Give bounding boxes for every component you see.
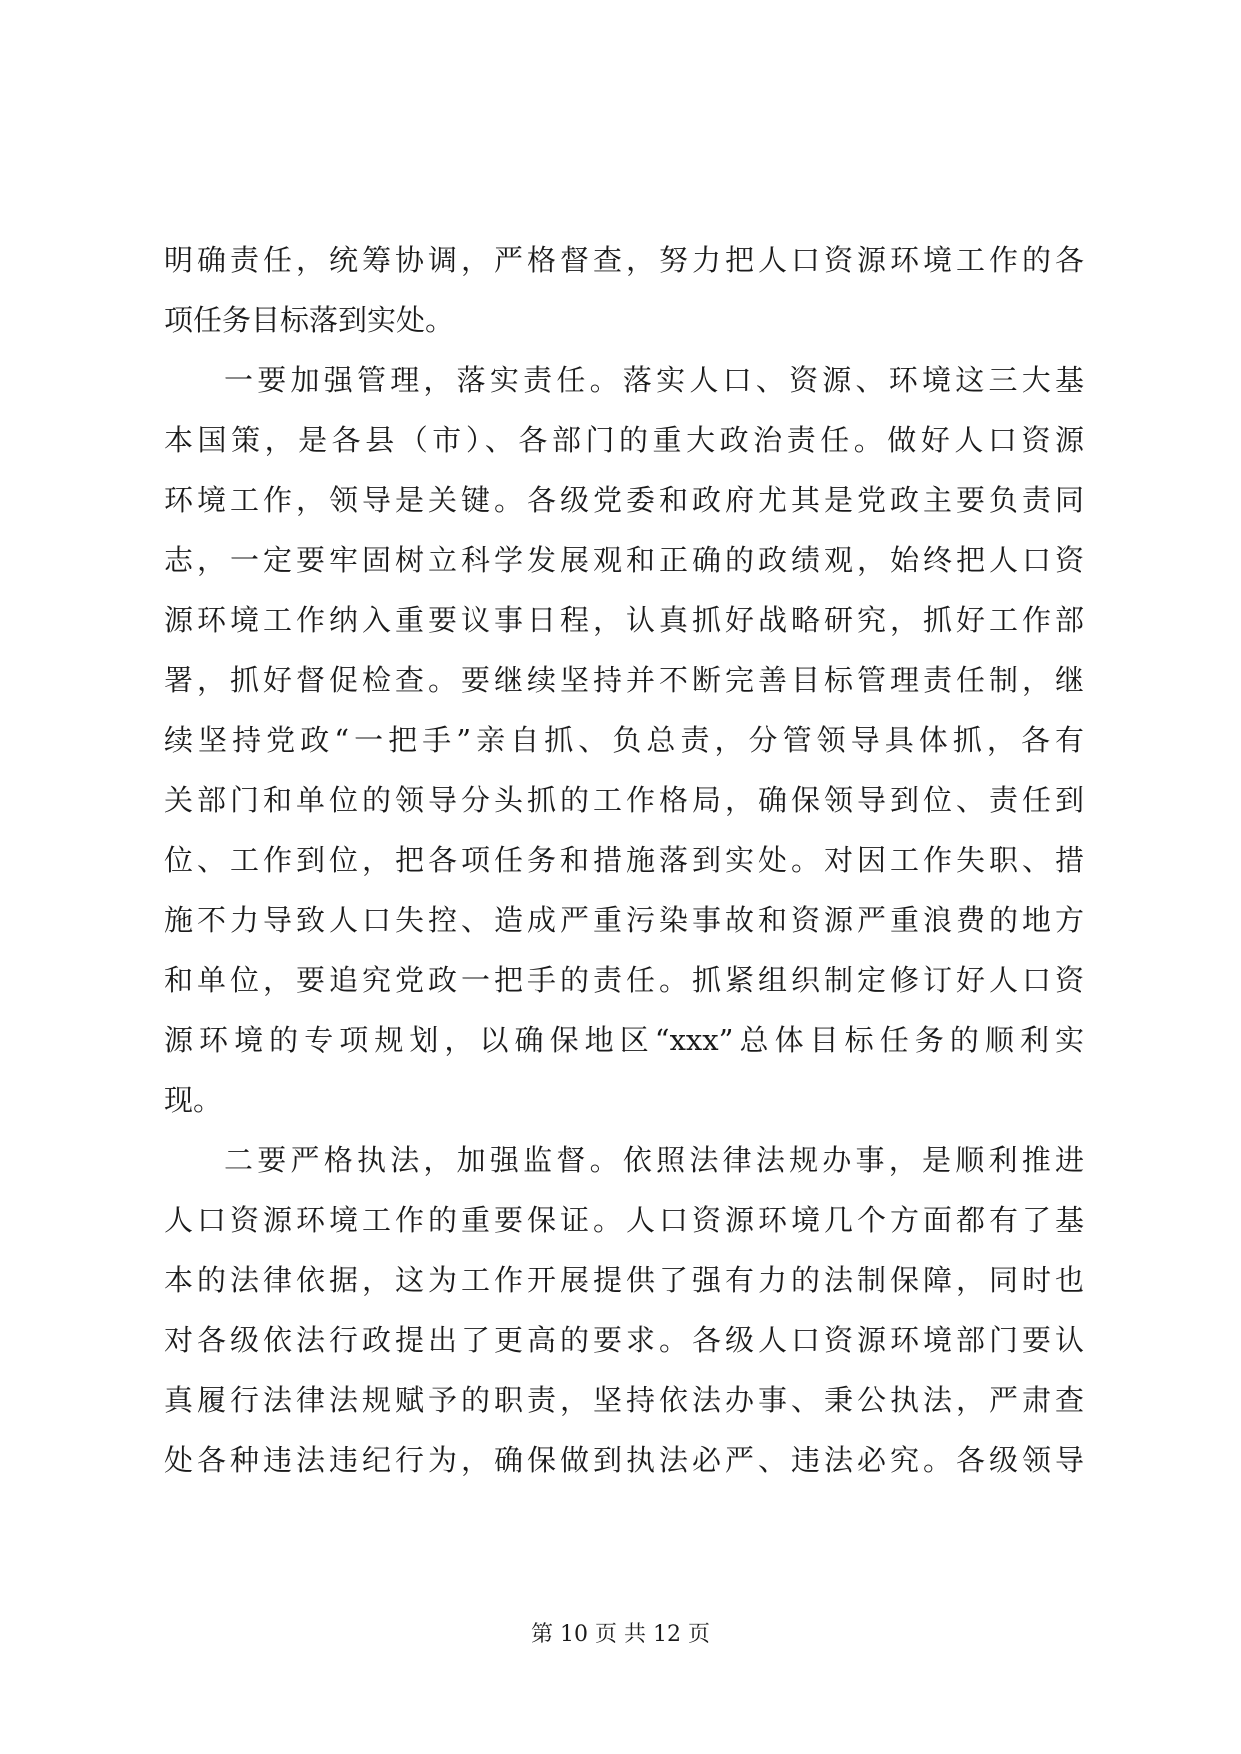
text-line: 源环境的专项规划，以确保地区“xxx”总体目标任务的顺利实	[164, 1023, 1084, 1057]
paragraph-first-line: 一要加强管理，落实责任。落实人口、资源、环境这三大基	[224, 363, 1084, 397]
text-line: 环境工作，领导是关键。各级党委和政府尤其是党政主要负责同	[164, 483, 1084, 517]
text-line: 续坚持党政“一把手”亲自抓、负总责，分管领导具体抓，各有	[164, 723, 1084, 757]
text-line: 现。	[164, 1083, 223, 1117]
text-line: 和单位，要追究党政一把手的责任。抓紧组织制定修订好人口资	[164, 963, 1084, 997]
text-line: 人口资源环境工作的重要保证。人口资源环境几个方面都有了基	[164, 1203, 1084, 1237]
paragraph-first-line: 二要严格执法，加强监督。依照法律法规办事，是顺利推进	[224, 1143, 1084, 1177]
text-line: 明确责任，统筹协调，严格督查，努力把人口资源环境工作的各	[164, 243, 1084, 277]
text-line: 处各种违法违纪行为，确保做到执法必严、违法必究。各级领导	[164, 1443, 1084, 1477]
text-line: 志，一定要牢固树立科学发展观和正确的政绩观，始终把人口资	[164, 543, 1084, 577]
text-line: 位、工作到位，把各项任务和措施落到实处。对因工作失职、措	[164, 843, 1084, 877]
text-line: 本国策，是各县（市）、各部门的重大政治责任。做好人口资源	[164, 423, 1084, 457]
text-line: 本的法律依据，这为工作开展提供了强有力的法制保障，同时也	[164, 1263, 1084, 1297]
text-line: 真履行法律法规赋予的职责，坚持依法办事、秉公执法，严肃查	[164, 1383, 1084, 1417]
page-number-footer: 第 10 页 共 12 页	[531, 1622, 710, 1647]
text-line: 源环境工作纳入重要议事日程，认真抓好战略研究，抓好工作部	[164, 603, 1084, 637]
text-line: 署，抓好督促检查。要继续坚持并不断完善目标管理责任制，继	[164, 663, 1084, 697]
text-line: 对各级依法行政提出了更高的要求。各级人口资源环境部门要认	[164, 1323, 1084, 1357]
text-line: 关部门和单位的领导分头抓的工作格局，确保领导到位、责任到	[164, 783, 1084, 817]
text-line: 项任务目标落到实处。	[164, 303, 455, 337]
text-line: 施不力导致人口失控、造成严重污染事故和资源严重浪费的地方	[164, 903, 1084, 937]
document-body	[164, 230, 1084, 1490]
